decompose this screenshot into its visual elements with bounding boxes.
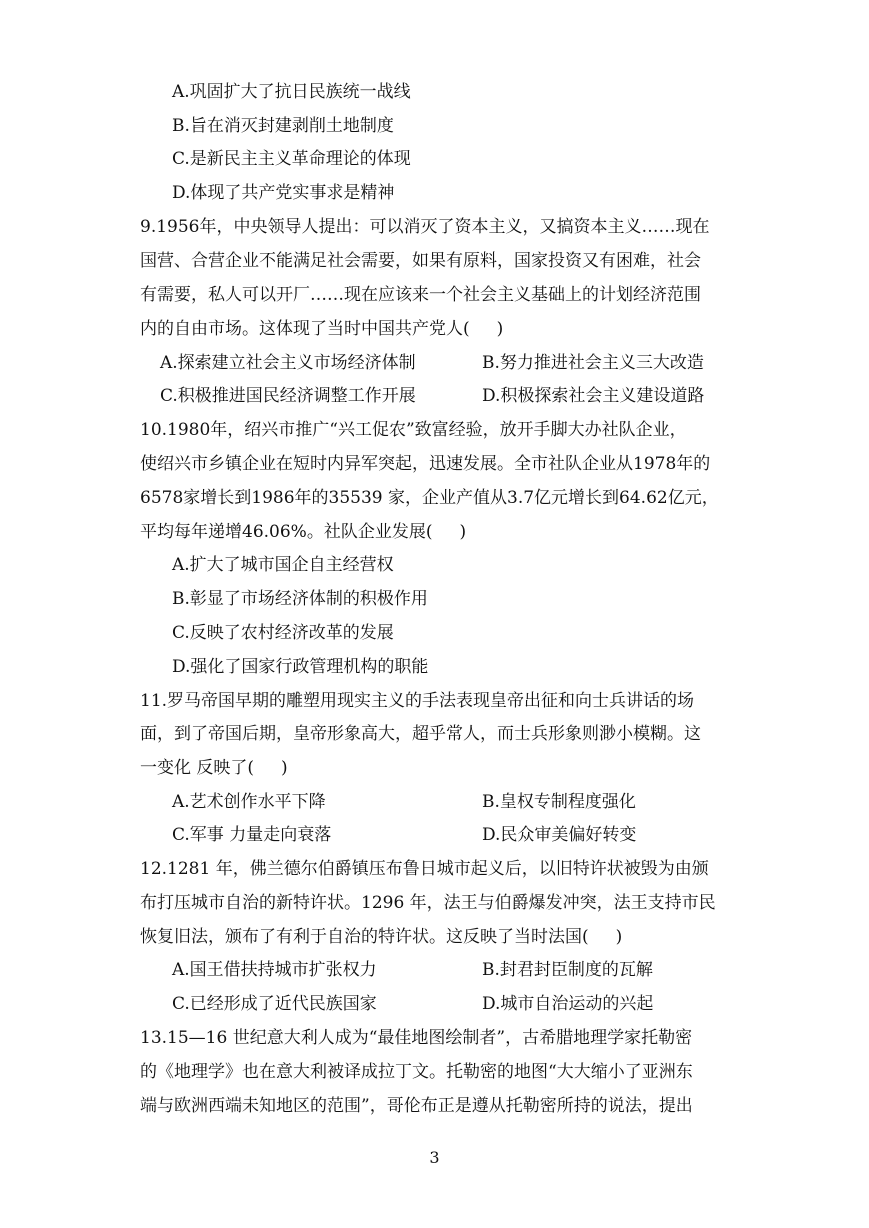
page-number: 3 [429,1148,440,1167]
q12-option-b: B.封君封臣制度的瓦解 [482,960,653,980]
q11-option-c: C.军事 力量走向衰落 [172,825,332,845]
q10-option-b: B.彰显了市场经济体制的积极作用 [172,589,428,609]
q8-option-b: B.旨在消灭封建剥削土地制度 [172,116,394,136]
q10-stem-line: 6578家增长到1986年的35539 家，企业产值从3.7亿元增长到64.62亿元， [140,488,719,508]
q12-option-c: C.已经形成了近代民族国家 [172,994,377,1014]
q12-stem-line: 12.1281 年，佛兰德尔伯爵镇压布鲁日城市起义后，以旧特许状被毁为由颁 [140,859,709,879]
q13-stem-line: 端与欧洲西端未知地区的范围”，哥伦布正是遵从托勒密所持的说法，提出 [140,1096,693,1116]
q11-stem-line: 面，到了帝国后期，皇帝形象高大，超乎常人，而士兵形象则渺小模糊。这 [140,724,701,744]
q13-stem-line: 13.15—16 世纪意大利人成为“最佳地图绘制者”，古希腊地理学家托勒密 [140,1028,693,1048]
q11-stem-line: 一变化 反映了( ) [140,758,288,778]
q10-option-c: C.反映了农村经济改革的发展 [172,623,394,643]
q9-option-c: C.积极推进国民经济调整工作开展 [160,386,416,406]
q10-option-d: D.强化了国家行政管理机构的职能 [172,657,429,677]
q10-stem-line: 平均每年递增46.06%。社队企业发展( ) [140,522,467,542]
q12-option-a: A.国王借扶持城市扩张权力 [172,960,377,980]
q10-option-a: A.扩大了城市国企自主经营权 [172,555,394,575]
q11-stem-line: 11.罗马帝国早期的雕塑用现实主义的手法表现皇帝出征和向士兵讲话的场 [140,691,695,711]
q9-stem-line: 9.1956年，中央领导人提出：可以消灭了资本主义，又搞资本主义……现在 [140,217,710,237]
q9-option-d: D.积极探索社会主义建设道路 [482,386,705,406]
q11-option-a: A.艺术创作水平下降 [172,792,326,812]
q12-stem-line: 恢复旧法，颁布了有利于自治的特许状。这反映了当时法国( ) [140,927,623,947]
q13-stem-line: 的《地理学》也在意大利被译成拉丁文。托勒密的地图“大大缩小了亚洲东 [140,1062,693,1082]
q11-option-d: D.民众审美偏好转变 [482,825,637,845]
q9-option-b: B.努力推进社会主义三大改造 [482,353,704,373]
q10-stem-line: 10.1980年，绍兴市推广“兴工促农”致富经验，放开手脚大办社队企业， [140,420,687,440]
q12-stem-line: 布打压城市自治的新特许状。1296 年，法王与伯爵爆发冲突，法王支持市民 [140,893,716,913]
q11-option-b: B.皇权专制程度强化 [482,792,636,812]
q10-stem-line: 使绍兴市乡镇企业在短时内异军突起，迅速发展。全市社队企业从1978年的 [140,454,711,474]
q8-option-c: C.是新民主主义革命理论的体现 [172,149,411,169]
q9-stem-line: 内的自由市场。这体现了当时中国共产党人( ) [140,319,504,339]
q9-option-a: A.探索建立社会主义市场经济体制 [160,353,416,373]
q9-stem-line: 国营、合营企业不能满足社会需要，如果有原料，国家投资又有困难，社会 [140,251,701,271]
q9-stem-line: 有需要，私人可以开厂……现在应该来一个社会主义基础上的计划经济范围 [140,285,701,305]
q12-option-d: D.城市自治运动的兴起 [482,994,654,1014]
q8-option-a: A.巩固扩大了抗日民族统一战线 [172,82,411,102]
q8-option-d: D.体现了共产党实事求是精神 [172,183,395,203]
